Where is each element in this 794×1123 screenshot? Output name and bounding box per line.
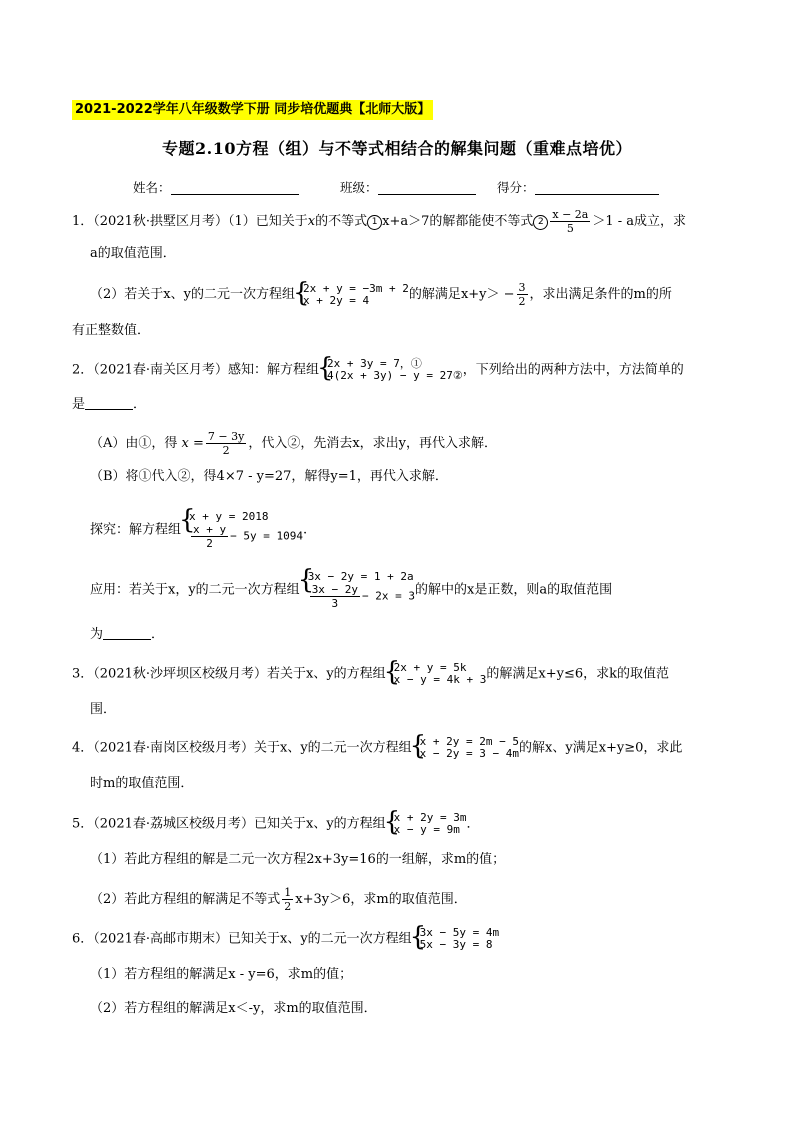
name-field: 姓名： — [133, 178, 299, 196]
q2-apply-system: { 3x − 2y = 1 + 2a $\frac{3x - 2y}{3}$ − 2x = 3 — [300, 570, 415, 610]
q1-equation-system: { 2x + y = −3m + 2 x + 2y = 4 — [295, 283, 409, 307]
q2-method-b: （B）将①代入②，得4×7 - y=27，解得y=1，再代入求解． — [90, 469, 448, 484]
q5-line1: 5．（2021春·荔城区校级月考）已知关于x、y的方程组 { x + 2y = 3m x − y = 9m ． — [72, 812, 480, 836]
q1-line3: （2）若关于x、y的二元一次方程组 { 2x + y = −3m + 2 x + 2y = 4 的解满足x+y＞ − $\frac{3}{2}$ ，求出满足条件的m的所 — [90, 281, 672, 308]
score-blank[interactable] — [535, 180, 659, 195]
q2-apply-answer: 为 ． — [90, 627, 165, 642]
q1-line4: 有正整数值． — [72, 323, 151, 338]
q3-line1: 3．（2021秋·沙坪坝区校级月考）若关于x、y的方程组 { 2x + y = 5k x − y = 4k + 3 的解满足x+y≤6，求k的取值范 — [72, 662, 669, 686]
circled-two-icon: 2 — [533, 215, 548, 230]
q6-sub2: （2）若方程组的解满足x＜-y，求m的取值范围． — [90, 1001, 377, 1016]
q4-line2: 时m的取值范围． — [90, 776, 194, 791]
q1-line1: 1．（2021秋·拱墅区月考）（1）已知关于x的不等式 1 x+a＞7的解都能使不等式 2 $\frac{x - 2a}{5}$ ＞1 - a成立，求 — [72, 208, 687, 235]
score-field: 得分： — [497, 178, 659, 196]
q3-equation-system: { 2x + y = 5k x − y = 4k + 3 — [386, 662, 487, 686]
page-title: 专题2.10方程（组）与不等式相结合的解集问题（重难点培优） — [162, 139, 632, 158]
q6-equation-system: { 3x − 5y = 4m 5x − 3y = 8 — [412, 927, 499, 951]
q2-apply: 应用：若关于x，y的二元一次方程组 { 3x − 2y = 1 + 2a $\frac{3x - 2y}{3}$ − 2x = 3 的解中的x是正数，则a的取值范围 — [90, 570, 612, 610]
q5-sub2: （2）若此方程组的解满足不等式 $\frac{1}{2}$ x+3y＞6，求m的取值范围． — [90, 886, 467, 913]
q2-explore: 探究：解方程组 { x + y = 2018 $\frac{x + y}{2}$ − 5y = 1094 . — [90, 510, 307, 550]
q2-method-a: （A）由①，得 x = $\frac{7 - 3y}{2}$ ，代入②，先消去x，求出y，再代入求解． — [90, 430, 497, 457]
q6-line1: 6．（2021春·高邮市期末）已知关于x、y的二元一次方程组 { 3x − 5y = 4m 5x − 3y = 8 — [72, 927, 499, 951]
series-header: 2021-2022学年八年级数学下册 同步培优题典【北师大版】 — [72, 100, 433, 120]
q6-sub1: （1）若方程组的解满足x - y=6，求m的值； — [90, 967, 353, 982]
q1-line2: a的取值范围． — [90, 246, 176, 261]
q2-line2: 是 ． — [72, 397, 147, 412]
q2-apply-blank[interactable] — [103, 627, 151, 640]
q5-sub1: （1）若此方程组的解是二元一次方程2x+3y=16的一组解，求m的值； — [90, 852, 506, 867]
q2-equation-system: { 2x + 3y = 7，① 4(2x + 3y) − y = 27② — [319, 358, 463, 382]
q2-explore-system: { x + y = 2018 $\frac{x + y}{2}$ − 5y = 1094 — [181, 510, 303, 550]
q4-equation-system: { x + 2y = 2m − 5 x − 2y = 3 − 4m — [412, 736, 519, 760]
q4-line1: 4．（2021春·南岗区校级月考）关于x、y的二元一次方程组 { x + 2y = 2m − 5 x − 2y = 3 − 4m 的解x、y满足x+y≥0，求此 — [72, 736, 682, 760]
q2-answer-blank[interactable] — [85, 397, 133, 410]
class-blank[interactable] — [378, 180, 476, 195]
name-blank[interactable] — [171, 180, 299, 195]
q5-equation-system: { x + 2y = 3m x − y = 9m — [386, 812, 467, 836]
class-field: 班级： — [340, 178, 476, 196]
q3-line2: 围． — [90, 702, 117, 717]
circled-one-icon: 1 — [367, 215, 382, 230]
q2-line1: 2．（2021春·南关区月考）感知：解方程组 { 2x + 3y = 7，① 4(2x + 3y) − y = 27② ，下列给出的两种方法中，方法简单的 — [72, 358, 684, 382]
